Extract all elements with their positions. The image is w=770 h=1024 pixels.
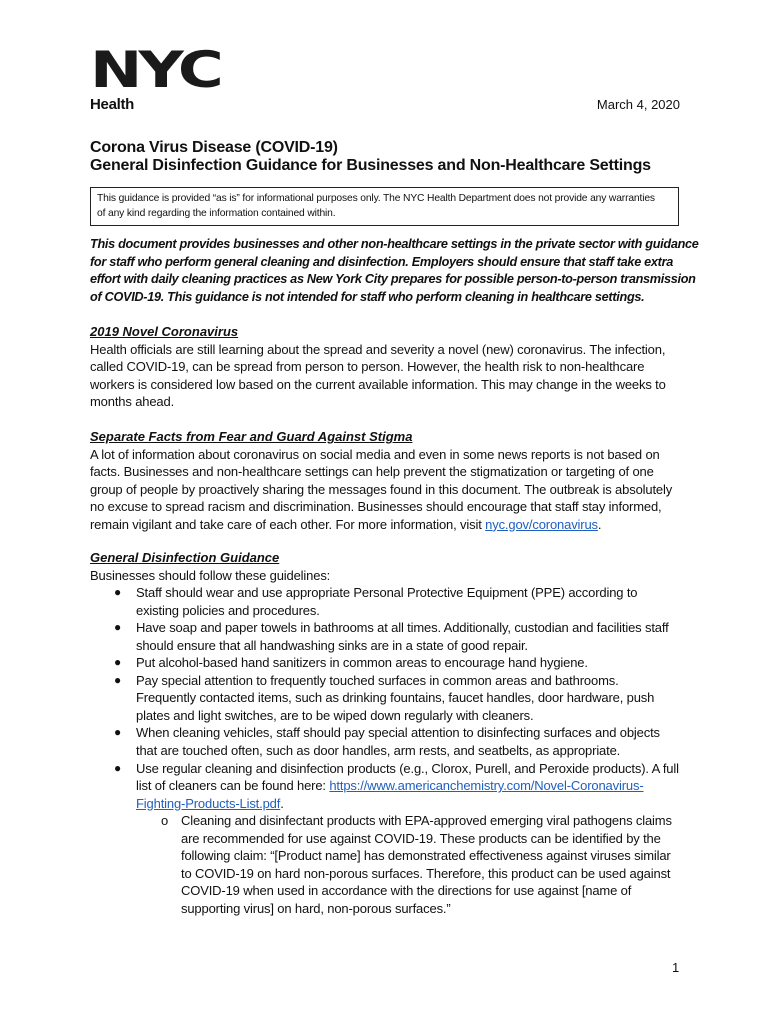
section-heading: General Disinfection Guidance bbox=[90, 550, 280, 565]
bullet-icon: ● bbox=[114, 585, 122, 600]
disclaimer-box bbox=[90, 187, 679, 226]
section-heading: 2019 Novel Coronavirus bbox=[90, 324, 239, 339]
logo-mark: NYC bbox=[90, 41, 220, 99]
guideline-item bbox=[90, 584, 679, 619]
guideline-item bbox=[90, 724, 679, 759]
body-line: should ensure that all handwashing sinks are in a state of good repair. bbox=[136, 637, 528, 653]
intro-paragraph bbox=[90, 236, 699, 306]
section-heading: Separate Facts from Fear and Guard Against Stigma bbox=[90, 429, 413, 444]
body-line: months ahead. bbox=[90, 394, 175, 410]
guideline-list bbox=[90, 584, 679, 759]
disclaimer-line: of any kind regarding the information contained within. bbox=[97, 208, 336, 219]
sub-bullet-icon: o bbox=[161, 813, 169, 829]
guideline-item bbox=[90, 654, 679, 672]
body-line: for staff who perform general cleaning and disinfection. Employers should ensure that staff take extra bbox=[90, 254, 674, 269]
title-line-2: General Disinfection Guidance for Businesses and Non-Healthcare Settings bbox=[90, 157, 651, 174]
body-line: following claim: “[Product name] has demonstrated effectiveness against viruses similar bbox=[181, 848, 671, 864]
line-end: . bbox=[597, 516, 602, 532]
bullet-icon: ● bbox=[114, 620, 122, 635]
page-number: 1 bbox=[672, 960, 680, 975]
body-line: Frequently contacted items, such as drinking fountains, faucet handles, door hardware, push bbox=[136, 690, 655, 706]
body-line: group of people by proactively sharing the messages found in this document. The outbreak is absolutely bbox=[90, 481, 673, 497]
body-line: Staff should wear and use appropriate Personal Protective Equipment (PPE) according to bbox=[136, 585, 638, 601]
body-line: A lot of information about coronavirus on social media and even in some news reports is not based on bbox=[90, 446, 660, 462]
body-line: Businesses should follow these guidelines: bbox=[90, 567, 331, 583]
body-line: no excuse to spread racism and discrimination. Businesses should encourage that staff stay informed, bbox=[90, 499, 662, 515]
body-line: Have soap and paper towels in bathrooms at all times. Additionally, custodian and facilities staff bbox=[136, 620, 669, 636]
body-line: COVID-19 when used in accordance with the directions for use against [name of bbox=[181, 883, 632, 899]
line-end: . bbox=[280, 795, 284, 811]
bullet-icon: ● bbox=[114, 725, 122, 740]
body-line: Health officials are still learning about the spread and severity a novel (new) coronavirus. The infection, bbox=[90, 341, 666, 357]
title-line-1: Corona Virus Disease (COVID-19) bbox=[90, 139, 338, 156]
body-line: that are touched often, such as door handles, arm rests, and seatbelts, as appropriate. bbox=[136, 743, 621, 759]
section-facts-stigma bbox=[90, 428, 672, 533]
document-date: March 4, 2020 bbox=[596, 97, 680, 112]
body-line bbox=[136, 795, 679, 813]
line-text: remain vigilant and take care of each other. For more information, visit bbox=[90, 516, 486, 532]
section-disinfection-guidance bbox=[90, 549, 679, 917]
body-line: Use regular cleaning and disinfection products (e.g., Clorox, Purell, and Peroxide products). A full bbox=[136, 760, 679, 776]
cleaners-list-link-continued[interactable]: Fighting-Products-List.pdf bbox=[136, 795, 281, 811]
guideline-item bbox=[90, 672, 679, 725]
sub-guideline-item bbox=[90, 812, 679, 917]
body-line: called COVID-19, can be spread from person to person. However, the health risk to non-healthcare bbox=[90, 359, 645, 375]
body-line bbox=[90, 516, 672, 534]
body-line: facts. Businesses and non-healthcare settings can help prevent the stigmatization or targeting of one bbox=[90, 464, 654, 480]
body-line: effort with daily cleaning practices as New York City prepares for possible person-to-person transmission bbox=[90, 272, 696, 287]
body-line bbox=[136, 777, 679, 795]
body-line: This document provides businesses and other non-healthcare settings in the private sector with guidance bbox=[90, 237, 699, 251]
body-line: plates and light switches, are to be wiped down regularly with cleaners. bbox=[136, 707, 534, 723]
document-title bbox=[90, 139, 651, 175]
guideline-item bbox=[90, 760, 679, 813]
cleaners-list-link[interactable]: https://www.americanchemistry.com/Novel-Coronavirus- bbox=[329, 778, 644, 794]
body-line: When cleaning vehicles, staff should pay special attention to disinfecting surfaces and objects bbox=[136, 725, 660, 741]
sub-bullet-body bbox=[181, 812, 679, 917]
section-body bbox=[90, 341, 666, 411]
disclaimer-line: This guidance is provided “as is” for informational purposes only. The NYC Health Department does not provide any warranties bbox=[97, 193, 655, 204]
line-text: list of cleaners can be found here: bbox=[136, 778, 330, 794]
body-line: of COVID-19. This guidance is not intended for staff who perform cleaning in healthcare settings. bbox=[90, 289, 645, 304]
nyc-health-logo bbox=[90, 41, 230, 113]
nyc-coronavirus-link[interactable]: nyc.gov/coronavirus bbox=[485, 516, 598, 532]
bullet-icon: ● bbox=[114, 655, 122, 670]
body-line: Put alcohol-based hand sanitizers in common areas to encourage hand hygiene. bbox=[136, 655, 588, 671]
body-line: existing policies and procedures. bbox=[136, 602, 320, 618]
guideline-item bbox=[90, 619, 679, 654]
section-body bbox=[90, 446, 672, 516]
logo-subtitle: Health bbox=[90, 96, 135, 113]
body-line: supporting virus] on hard, non-porous surfaces.” bbox=[181, 900, 451, 916]
body-line: Cleaning and disinfectant products with EPA-approved emerging viral pathogens claims bbox=[181, 813, 672, 829]
body-line: are recommended for use against COVID-19. These products can be identified by the bbox=[181, 830, 661, 846]
body-line: to COVID-19 on hard non-porous surfaces. Therefore, this product can be used against bbox=[181, 865, 671, 881]
body-line: Pay special attention to frequently touched surfaces in common areas and bathrooms. bbox=[136, 672, 619, 688]
body-line: workers is considered low based on the current available information. This may change in the weeks to bbox=[90, 376, 666, 392]
section-novel-coronavirus bbox=[90, 323, 666, 411]
bullet-icon: ● bbox=[114, 760, 122, 775]
bullet-icon: ● bbox=[114, 672, 122, 687]
